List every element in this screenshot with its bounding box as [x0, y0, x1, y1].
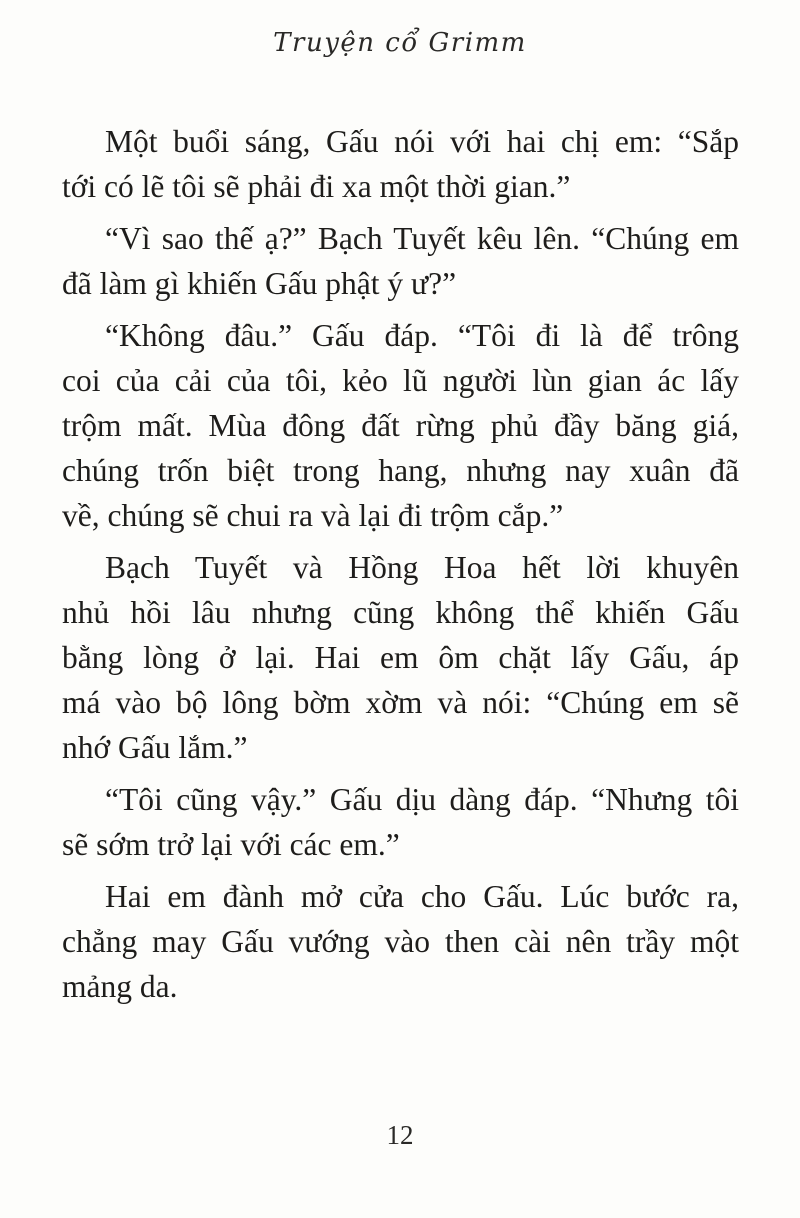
text-line: “Không đâu.” Gấu đáp. “Tôi đi là để trông [105, 318, 739, 353]
text-line: mảng da. [62, 969, 178, 1004]
text-line: về, chúng sẽ chui ra và lại đi trộm cắp.” [62, 498, 564, 533]
paragraph-1 [62, 119, 739, 209]
text-line: má vào bộ lông bờm xờm và nói: “Chúng em sẽ [62, 685, 739, 720]
text-line: Hai em đành mở cửa cho Gấu. Lúc bước ra, [105, 879, 739, 914]
text-line: nhớ Gấu lắm.” [62, 730, 248, 765]
paragraph-5 [62, 777, 739, 867]
text-line: tới có lẽ tôi sẽ phải đi xa một thời gian.” [62, 169, 571, 204]
body-text [62, 119, 739, 1016]
text-line: chúng trốn biệt trong hang, nhưng nay xuân đã [62, 453, 739, 488]
paragraph-2 [62, 216, 739, 306]
text-line: “Vì sao thế ạ?” Bạch Tuyết kêu lên. “Chúng em [105, 221, 739, 256]
running-header: Truyện cổ Grimm [273, 28, 527, 58]
text-line: trộm mất. Mùa đông đất rừng phủ đầy băng giá, [62, 408, 739, 443]
text-line: sẽ sớm trở lại với các em.” [62, 827, 400, 862]
page-number: 12 [386, 1120, 414, 1150]
paragraph-3 [62, 313, 739, 538]
paragraph-4 [62, 545, 739, 770]
text-line: coi của cải của tôi, kẻo lũ người lùn gian ác lấy [62, 363, 739, 398]
paragraph-6 [62, 874, 739, 1009]
text-line: nhủ hồi lâu nhưng cũng không thể khiến Gấu [62, 595, 739, 630]
text-line: “Tôi cũng vậy.” Gấu dịu dàng đáp. “Nhưng tôi [105, 782, 739, 817]
text-line: chẳng may Gấu vướng vào then cài nên trầy một [62, 924, 739, 959]
text-line: Bạch Tuyết và Hồng Hoa hết lời khuyên [105, 550, 739, 585]
text-line: đã làm gì khiến Gấu phật ý ư?” [62, 266, 457, 301]
text-line: Một buổi sáng, Gấu nói với hai chị em: “Sắp [105, 124, 739, 159]
text-line: bằng lòng ở lại. Hai em ôm chặt lấy Gấu, áp [62, 640, 739, 675]
